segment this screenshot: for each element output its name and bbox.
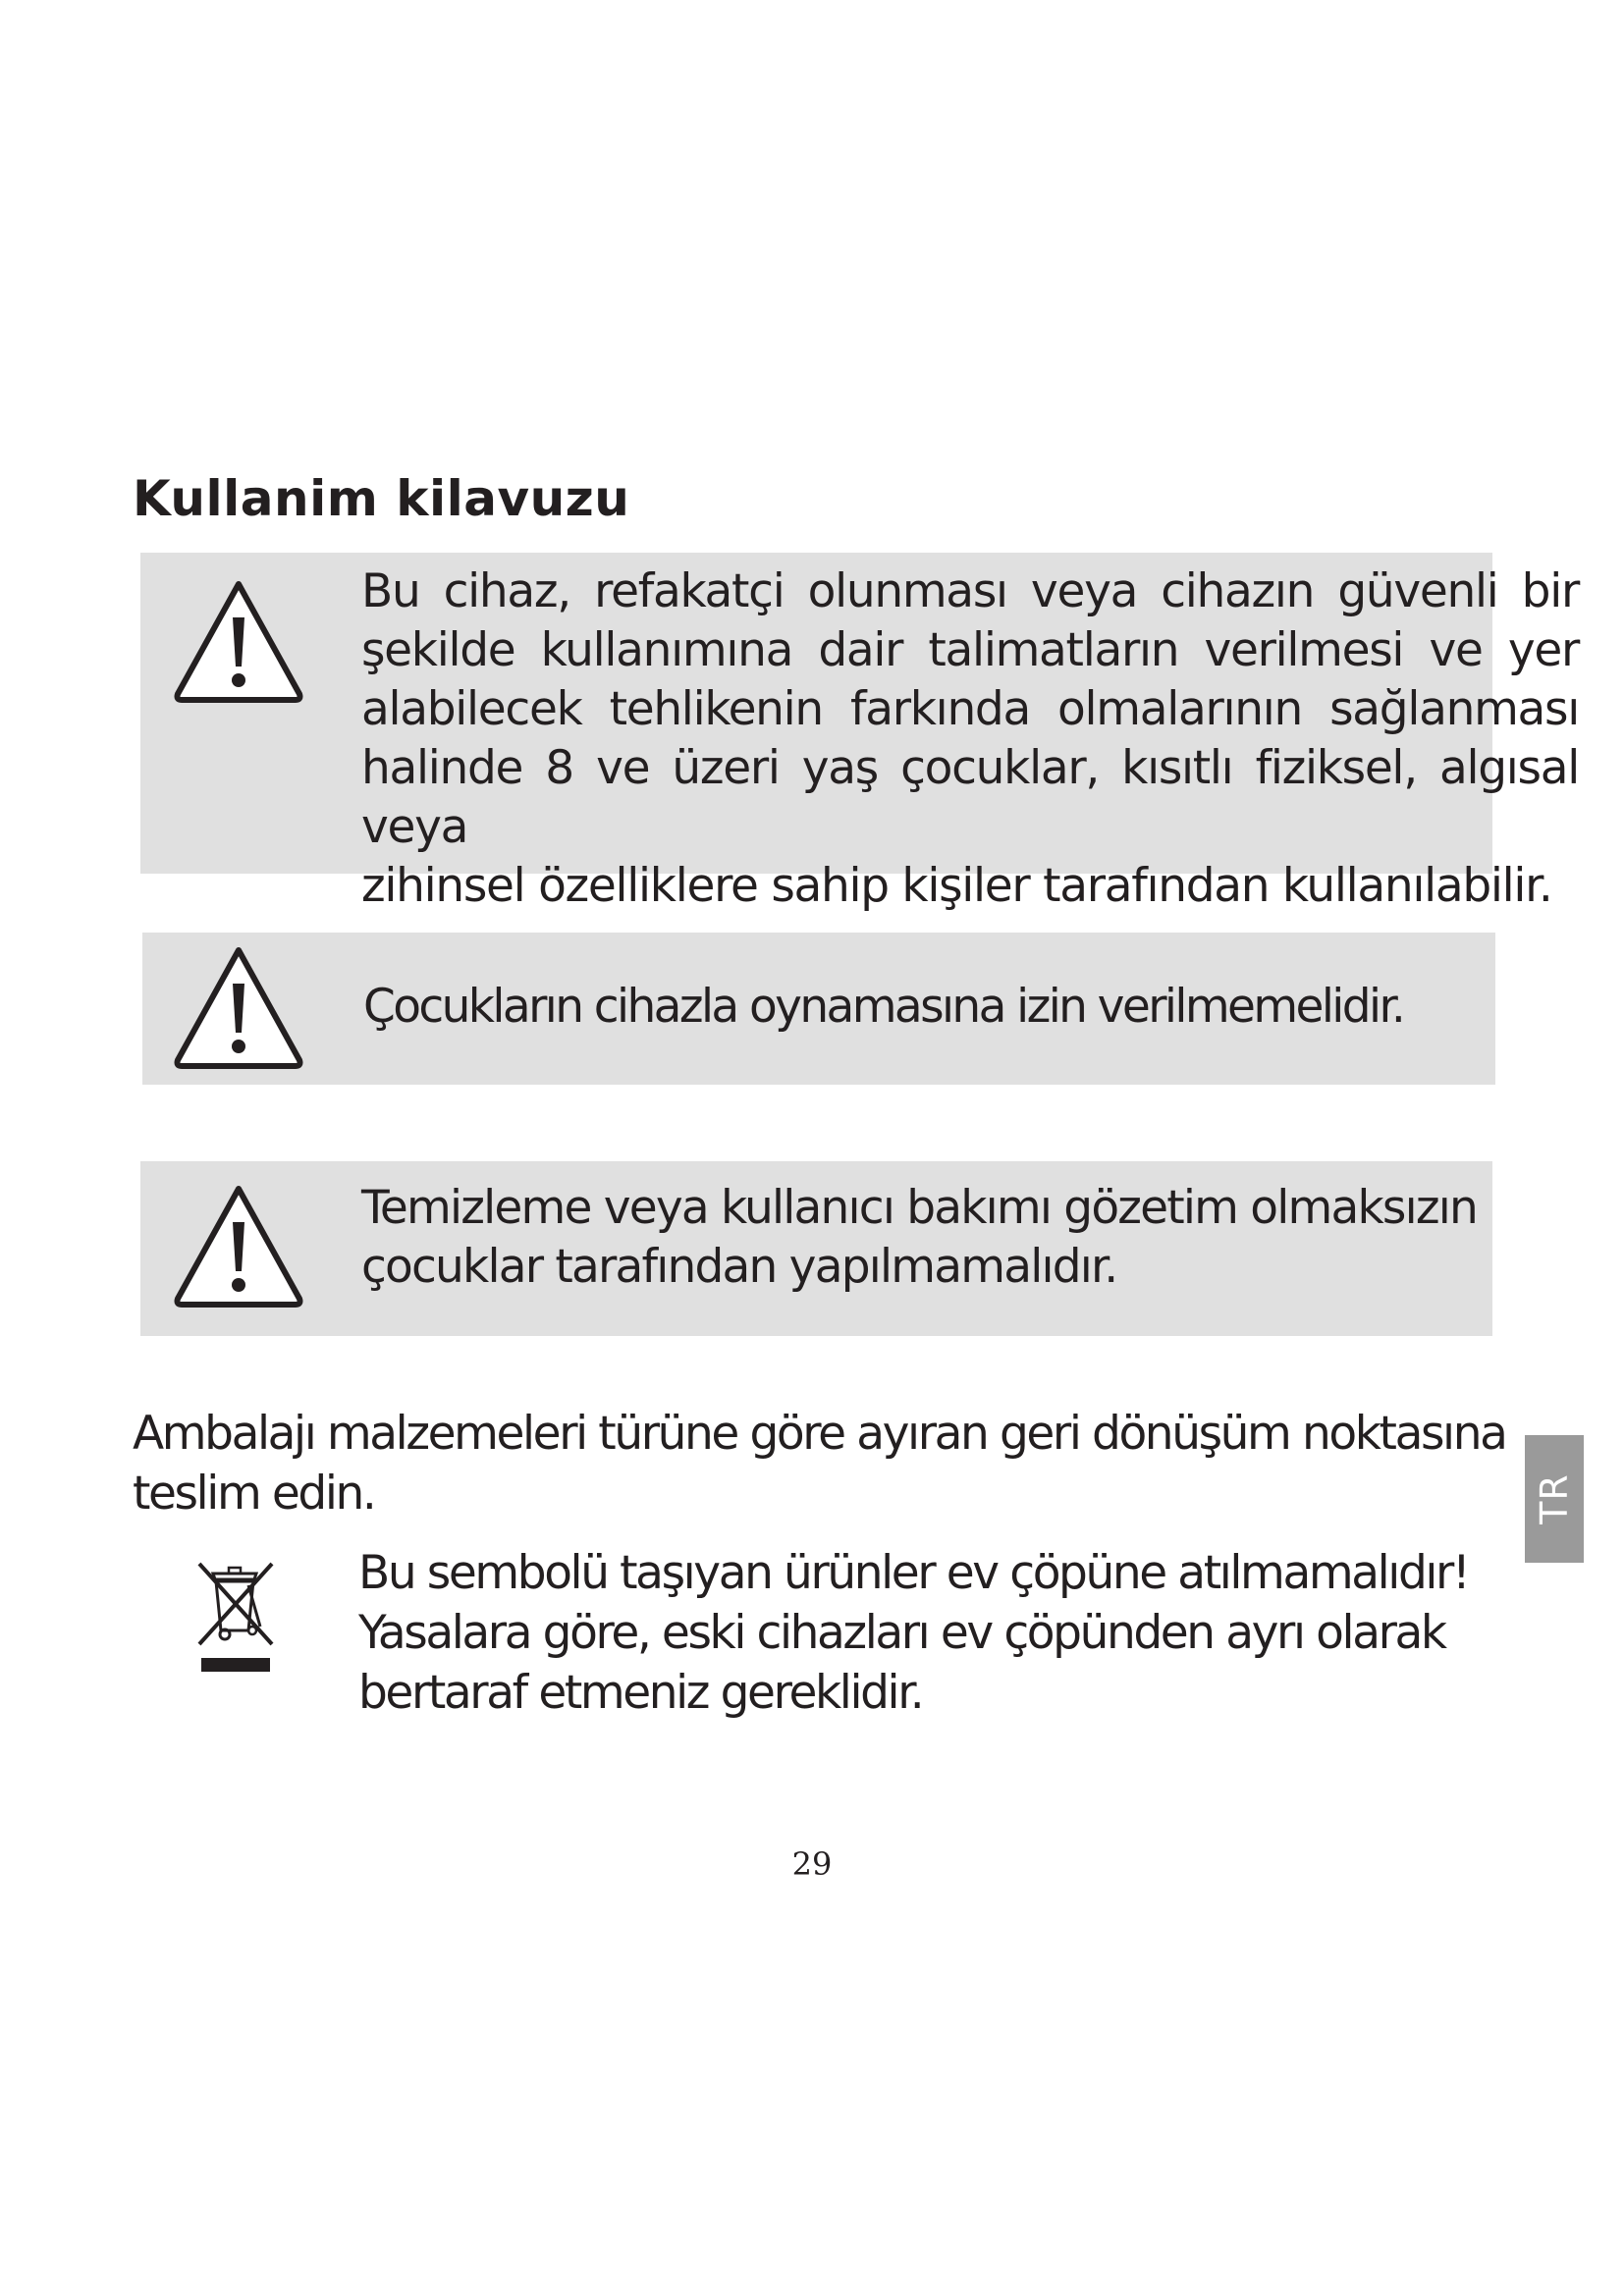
recycling-instruction	[133, 1404, 1506, 1523]
warning-triangle-icon	[170, 574, 307, 712]
warning-triangle-icon	[170, 1179, 307, 1316]
recycling-line: Ambalajı malzemeleri türüne göre ayıran geri dönüşüm noktasına	[133, 1407, 1506, 1461]
warning-box-children-play	[142, 933, 1495, 1085]
warning-box-cleaning	[140, 1161, 1492, 1336]
warning-text	[361, 1179, 1540, 1297]
disposal-line: Bu sembolü taşıyan ürünler ev çöpüne atılmamalıdır!	[358, 1546, 1469, 1600]
warning-box-supervision	[140, 553, 1579, 913]
warning-line: Bu cihaz, refakatçi olunması veya cihazın güvenli bir	[361, 564, 1579, 618]
warning-triangle-icon	[170, 940, 307, 1078]
warning-line: Çocukların cihazla oynamasına izin verilmemelidir.	[363, 980, 1404, 1034]
warning-text	[361, 562, 1579, 916]
warning-line: çocuklar tarafından yapılmamalıdır.	[361, 1240, 1117, 1294]
warning-line: şekilde kullanımına dair talimatların verilmesi ve yer	[361, 623, 1579, 677]
language-tab-label: TR	[1533, 1473, 1576, 1524]
disposal-instruction	[358, 1543, 1537, 1723]
recycling-line: teslim edin.	[133, 1467, 375, 1521]
crossed-out-wheelie-bin-icon	[191, 1556, 280, 1674]
page-number: 29	[791, 1845, 833, 1883]
disposal-line: Yasalara göre, eski cihazları ev çöpünden ayrı olarak	[358, 1606, 1445, 1660]
warning-text	[363, 978, 1403, 1037]
warning-line: halinde 8 ve üzeri yaş çocuklar, kısıtlı fiziksel, algısal veya	[361, 741, 1579, 854]
warning-line: Temizleme veya kullanıcı bakımı gözetim olmaksızın	[361, 1181, 1477, 1235]
page-title: Kullanim kilavuzu	[133, 470, 630, 527]
warning-line: zihinsel özelliklere sahip kişiler tarafından kullanılabilir.	[361, 859, 1552, 913]
language-tab	[1525, 1435, 1584, 1563]
warning-line: alabilecek tehlikenin farkında olmalarının sağlanması	[361, 682, 1579, 736]
disposal-line: bertaraf etmeniz gereklidir.	[358, 1666, 923, 1720]
